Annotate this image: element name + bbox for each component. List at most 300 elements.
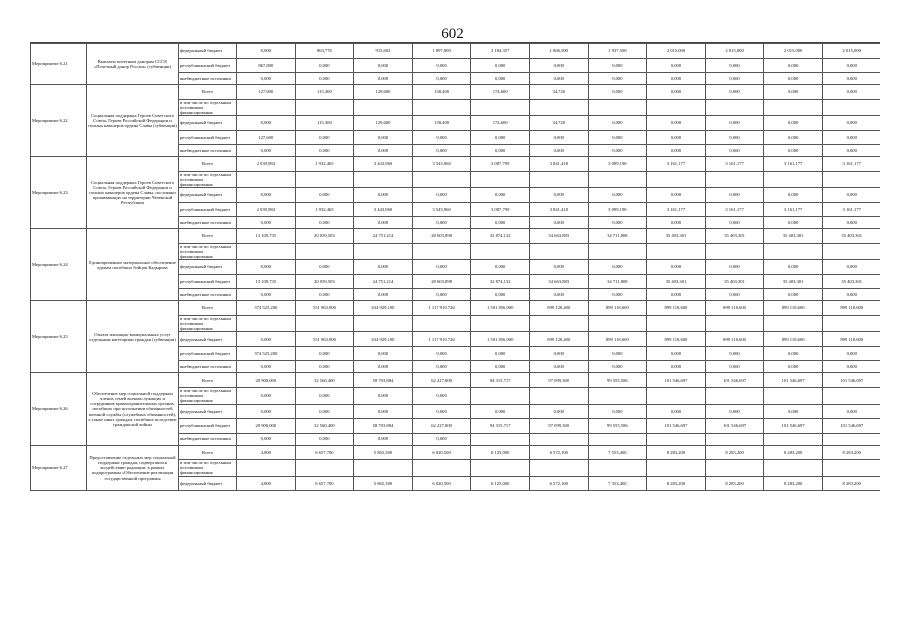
amount-cell: 0,000 <box>588 58 647 73</box>
funding-source-cell: внебюджетные источники <box>179 289 237 301</box>
amount-cell: 8 283,200 <box>764 476 823 491</box>
amount-cell: 0,000 <box>354 73 413 85</box>
amount-cell <box>705 243 764 260</box>
amount-cell: 28 603,898 <box>412 229 471 244</box>
amount-cell: 0,000 <box>588 361 647 373</box>
amount-cell <box>295 99 354 116</box>
amount-cell: 0,000 <box>295 58 354 73</box>
amount-cell: 0,000 <box>588 85 647 100</box>
amount-cell: 0,000 <box>822 85 880 100</box>
amount-cell: 115,300 <box>295 116 354 131</box>
amount-cell <box>529 99 588 116</box>
amount-cell: 0,000 <box>295 361 354 373</box>
amount-cell: 0,000 <box>764 289 823 301</box>
amount-cell <box>705 171 764 188</box>
amount-cell <box>354 171 413 188</box>
amount-cell: 13 109,735 <box>237 274 296 289</box>
amount-cell: 0,000 <box>237 332 296 347</box>
amount-cell: 32 874,132 <box>471 274 530 289</box>
amount-cell <box>822 433 880 445</box>
amount-cell: 0,000 <box>354 217 413 229</box>
amount-cell: 0,000 <box>764 217 823 229</box>
amount-cell <box>647 171 706 188</box>
amount-cell: 0,000 <box>822 58 880 73</box>
amount-cell <box>822 460 880 477</box>
amount-cell: 2 015,000 <box>764 44 823 59</box>
amount-cell: 20 059,503 <box>295 229 354 244</box>
amount-cell: 2 039,984 <box>237 202 296 217</box>
funding-source-cell: в том числе по отдельным источникам финансирования <box>179 171 237 188</box>
funding-source-cell: внебюджетные источники <box>179 73 237 85</box>
amount-cell: 8 283,200 <box>705 476 764 491</box>
amount-cell: 0,000 <box>412 145 471 157</box>
amount-cell: 94 315,717 <box>471 419 530 434</box>
amount-cell: 6 657,700 <box>295 445 354 460</box>
amount-cell: 2 015,000 <box>705 44 764 59</box>
amount-cell: 34 663,883 <box>529 274 588 289</box>
amount-cell: 0,000 <box>588 130 647 145</box>
table-row <box>31 301 881 316</box>
amount-cell: 5 865,300 <box>354 445 413 460</box>
amount-cell <box>412 171 471 188</box>
amount-cell: 34,720 <box>529 85 588 100</box>
amount-cell: 6 657,700 <box>295 476 354 491</box>
amount-cell: 0,000 <box>354 289 413 301</box>
amount-cell: 94 315,717 <box>471 373 530 388</box>
event-name-cell: Предоставление отдельных мер социальной поддержки граждан, подвергшихся воздействию радиации, в рамках подпрограммы «Обеспечение реализации государственной программы <box>87 445 179 491</box>
amount-cell: 129,600 <box>354 116 413 131</box>
amount-cell: 13 109,735 <box>237 229 296 244</box>
amount-cell: 34 711,808 <box>588 229 647 244</box>
amount-cell <box>529 387 588 404</box>
amount-cell: 0,000 <box>588 73 647 85</box>
amount-cell: 0,000 <box>412 346 471 361</box>
table-row <box>31 157 881 172</box>
amount-cell: 62 227,800 <box>412 373 471 388</box>
amount-cell: 127,600 <box>237 130 296 145</box>
amount-cell: 3 841,418 <box>529 202 588 217</box>
amount-cell: 0,000 <box>822 116 880 131</box>
amount-cell: 899 118,600 <box>705 301 764 316</box>
amount-cell: 3 099,198 <box>588 202 647 217</box>
amount-cell: 0,000 <box>237 433 296 445</box>
amount-cell: 0,000 <box>471 289 530 301</box>
amount-cell: 0,000 <box>647 217 706 229</box>
amount-cell: 35 403,301 <box>705 274 764 289</box>
funding-source-cell: федеральный бюджет <box>179 404 237 419</box>
amount-cell: 0,000 <box>412 433 471 445</box>
amount-cell: 899 118,600 <box>822 332 880 347</box>
amount-cell: 0,000 <box>647 260 706 275</box>
amount-cell: 0,000 <box>705 346 764 361</box>
amount-cell: 0,000 <box>237 289 296 301</box>
amount-cell: 101 546,697 <box>822 373 880 388</box>
amount-cell: 115,300 <box>295 85 354 100</box>
event-name-cell: Обеспечение мер социальной поддержки членов семей военнослужащих и сотрудников правоохранительных органов, погибших при исполнении обязанностей военной службы (служебных обязанностей), а также иных граждан, погибших вследствие гражданской войны <box>87 373 179 445</box>
amount-cell <box>647 460 706 477</box>
amount-cell: 1 501 856,000 <box>471 332 530 347</box>
amount-cell: 97 099,300 <box>529 419 588 434</box>
amount-cell: 0,000 <box>647 188 706 203</box>
amount-cell: 8 283,200 <box>705 445 764 460</box>
amount-cell: 0,000 <box>822 130 880 145</box>
amount-cell: 0,000 <box>471 404 530 419</box>
amount-cell: 899 120,400 <box>529 301 588 316</box>
amount-cell: 0,000 <box>529 188 588 203</box>
funding-source-cell: республиканский бюджет <box>179 419 237 434</box>
amount-cell: 5 865,300 <box>354 476 413 491</box>
funding-source-cell: Всего <box>179 157 237 172</box>
amount-cell <box>471 460 530 477</box>
amount-cell: 0,000 <box>647 130 706 145</box>
amount-cell: 551 963,900 <box>295 332 354 347</box>
amount-cell <box>471 387 530 404</box>
amount-cell: 0,000 <box>295 289 354 301</box>
budget-table-body <box>31 44 881 491</box>
amount-cell <box>588 171 647 188</box>
amount-cell: 35 403,301 <box>822 229 880 244</box>
amount-cell: 32 874,132 <box>471 229 530 244</box>
amount-cell <box>295 171 354 188</box>
amount-cell: 0,000 <box>647 145 706 157</box>
budget-table <box>30 43 880 491</box>
amount-cell: 0,000 <box>588 289 647 301</box>
amount-cell: 0,000 <box>529 145 588 157</box>
amount-cell <box>705 460 764 477</box>
amount-cell: 0,000 <box>764 404 823 419</box>
amount-cell: 0,000 <box>295 260 354 275</box>
amount-cell: 0,000 <box>529 361 588 373</box>
amount-cell <box>822 243 880 260</box>
amount-cell <box>237 99 296 116</box>
budget-table-sheet <box>30 42 880 598</box>
table-row <box>31 85 881 100</box>
amount-cell: 138,400 <box>412 116 471 131</box>
amount-cell: 551 963,900 <box>295 301 354 316</box>
amount-cell: 0,000 <box>764 116 823 131</box>
amount-cell: 3 161,177 <box>705 157 764 172</box>
amount-cell: 34,720 <box>529 116 588 131</box>
amount-cell <box>647 315 706 332</box>
amount-cell: 6 125,000 <box>471 445 530 460</box>
amount-cell: 0,000 <box>237 44 296 59</box>
amount-cell: 2 015,000 <box>647 44 706 59</box>
amount-cell: 0,000 <box>588 260 647 275</box>
funding-source-cell: внебюджетные источники <box>179 361 237 373</box>
amount-cell: 101 546,697 <box>764 419 823 434</box>
amount-cell <box>529 460 588 477</box>
amount-cell: 0,000 <box>529 73 588 85</box>
amount-cell <box>471 99 530 116</box>
amount-cell: 0,000 <box>471 130 530 145</box>
amount-cell: 0,000 <box>471 260 530 275</box>
event-name-cell: Социальная поддержка Героев Советского Союза, Героев Российской Федерации и полных кавалеров ордена Славы (субвенции) <box>87 85 179 157</box>
amount-cell <box>764 243 823 260</box>
amount-cell <box>764 387 823 404</box>
amount-cell: 0,000 <box>354 387 413 404</box>
amount-cell: 1 937,500 <box>588 44 647 59</box>
amount-cell: 0,000 <box>354 404 413 419</box>
amount-cell: 3 443,960 <box>354 202 413 217</box>
amount-cell <box>588 99 647 116</box>
amount-cell <box>295 460 354 477</box>
amount-cell: 899 118,600 <box>764 301 823 316</box>
amount-cell: 0,000 <box>237 404 296 419</box>
amount-cell: 8 283,200 <box>764 445 823 460</box>
amount-cell: 0,000 <box>412 188 471 203</box>
amount-cell: 0,000 <box>764 73 823 85</box>
table-row <box>31 445 881 460</box>
amount-cell: 0,000 <box>412 387 471 404</box>
amount-cell <box>822 315 880 332</box>
amount-cell: 0,000 <box>647 346 706 361</box>
amount-cell <box>529 433 588 445</box>
amount-cell <box>529 315 588 332</box>
amount-cell: 58 703,884 <box>354 373 413 388</box>
amount-cell <box>647 433 706 445</box>
amount-cell: 32 560,400 <box>295 373 354 388</box>
amount-cell: 0,000 <box>295 130 354 145</box>
amount-cell: 899 118,600 <box>647 301 706 316</box>
amount-cell: 3 161,177 <box>822 202 880 217</box>
amount-cell: 0,000 <box>588 404 647 419</box>
amount-cell: 0,000 <box>412 58 471 73</box>
amount-cell: 0,000 <box>471 73 530 85</box>
amount-cell: 3 841,418 <box>529 157 588 172</box>
amount-cell: 0,000 <box>354 346 413 361</box>
amount-cell <box>471 433 530 445</box>
amount-cell: 0,000 <box>529 130 588 145</box>
amount-cell <box>412 243 471 260</box>
amount-cell: 863,776 <box>295 44 354 59</box>
amount-cell: 0,000 <box>529 289 588 301</box>
amount-cell: 634 929,100 <box>354 301 413 316</box>
funding-source-cell: Всего <box>179 445 237 460</box>
amount-cell: 0,000 <box>529 346 588 361</box>
amount-cell: 374 525,200 <box>237 346 296 361</box>
amount-cell <box>764 460 823 477</box>
amount-cell: 0,000 <box>354 260 413 275</box>
amount-cell <box>354 243 413 260</box>
amount-cell: 0,000 <box>237 260 296 275</box>
amount-cell: 0,000 <box>764 188 823 203</box>
amount-cell: 0,000 <box>295 346 354 361</box>
funding-source-cell: внебюджетные источники <box>179 145 237 157</box>
amount-cell: 0,000 <box>822 404 880 419</box>
amount-cell: 0,000 <box>471 58 530 73</box>
amount-cell: 3 161,177 <box>764 157 823 172</box>
amount-cell: 1 501 856,000 <box>471 301 530 316</box>
amount-cell: 6 572,100 <box>529 476 588 491</box>
funding-source-cell: федеральный бюджет <box>179 44 237 59</box>
amount-cell: 0,000 <box>237 73 296 85</box>
amount-cell <box>705 433 764 445</box>
amount-cell <box>822 171 880 188</box>
page-number: 602 <box>441 26 464 42</box>
amount-cell <box>822 387 880 404</box>
funding-source-cell: республиканский бюджет <box>179 346 237 361</box>
amount-cell: 129,600 <box>354 85 413 100</box>
amount-cell: 0,000 <box>764 260 823 275</box>
amount-cell: 4,800 <box>237 445 296 460</box>
amount-cell <box>471 315 530 332</box>
amount-cell: 0,000 <box>412 217 471 229</box>
amount-cell: 634 929,100 <box>354 332 413 347</box>
amount-cell: 127,600 <box>237 85 296 100</box>
event-number-cell: Мероприятие 6.23 <box>31 157 87 229</box>
amount-cell: 0,000 <box>764 130 823 145</box>
funding-source-cell: в том числе по отдельным источникам финансирования <box>179 460 237 477</box>
amount-cell: 0,000 <box>822 361 880 373</box>
amount-cell: 0,000 <box>764 85 823 100</box>
amount-cell: 0,000 <box>647 289 706 301</box>
amount-cell <box>354 315 413 332</box>
amount-cell: 3 161,177 <box>647 202 706 217</box>
amount-cell <box>764 315 823 332</box>
funding-source-cell: Всего <box>179 301 237 316</box>
amount-cell: 6 020,500 <box>412 445 471 460</box>
amount-cell: 1 932,465 <box>295 202 354 217</box>
amount-cell: 0,000 <box>412 404 471 419</box>
amount-cell: 3 161,177 <box>647 157 706 172</box>
amount-cell: 58 703,884 <box>354 419 413 434</box>
amount-cell: 35 403,301 <box>705 229 764 244</box>
amount-cell: 3 161,177 <box>764 202 823 217</box>
amount-cell <box>705 99 764 116</box>
amount-cell: 0,000 <box>764 145 823 157</box>
amount-cell: 20 059,503 <box>295 274 354 289</box>
amount-cell: 0,000 <box>588 145 647 157</box>
amount-cell: 0,000 <box>295 145 354 157</box>
amount-cell: 0,000 <box>529 58 588 73</box>
amount-cell: 0,000 <box>529 260 588 275</box>
amount-cell: 0,000 <box>471 217 530 229</box>
event-name-cell: Социальная поддержка Героев Советского Союза, Героев Российской Федерации и полных кавалеров ордена Славы, постоянно проживающих на территории Чеченской Республики <box>87 157 179 229</box>
amount-cell <box>295 315 354 332</box>
amount-cell: 0,000 <box>354 433 413 445</box>
amount-cell: 0,000 <box>705 404 764 419</box>
amount-cell: 0,000 <box>647 116 706 131</box>
amount-cell <box>647 99 706 116</box>
amount-cell: 3 161,177 <box>822 157 880 172</box>
amount-cell: 0,000 <box>647 404 706 419</box>
amount-cell: 0,000 <box>588 217 647 229</box>
amount-cell: 0,000 <box>471 145 530 157</box>
amount-cell <box>412 460 471 477</box>
amount-cell: 0,000 <box>705 289 764 301</box>
amount-cell: 8 283,200 <box>822 476 880 491</box>
amount-cell: 0,000 <box>412 73 471 85</box>
event-name-cell: Единовременное материальное обеспечение вдовам погибших бойцов Кадырова <box>87 229 179 301</box>
amount-cell: 0,000 <box>764 361 823 373</box>
event-name-cell: Оплата жилищно-коммунальных услуг отдельным категориям граждан (субвенции) <box>87 301 179 373</box>
amount-cell: 35 403,301 <box>764 274 823 289</box>
amount-cell: 3 443,960 <box>354 157 413 172</box>
amount-cell: 0,000 <box>237 387 296 404</box>
amount-cell: 0,000 <box>705 260 764 275</box>
amount-cell: 0,000 <box>647 73 706 85</box>
event-number-cell: Мероприятие 6.21 <box>31 44 87 85</box>
amount-cell: 0,000 <box>354 130 413 145</box>
table-row <box>31 44 881 59</box>
amount-cell: 101 546,697 <box>822 419 880 434</box>
amount-cell <box>588 460 647 477</box>
amount-cell: 0,000 <box>412 130 471 145</box>
amount-cell: 0,000 <box>647 85 706 100</box>
amount-cell: 0,000 <box>295 433 354 445</box>
amount-cell: 0,000 <box>471 188 530 203</box>
amount-cell: 0,000 <box>822 289 880 301</box>
amount-cell <box>237 315 296 332</box>
funding-source-cell: Всего <box>179 85 237 100</box>
amount-cell: 0,000 <box>237 361 296 373</box>
funding-source-cell: федеральный бюджет <box>179 332 237 347</box>
amount-cell: 8 283,200 <box>822 445 880 460</box>
amount-cell: 0,000 <box>588 116 647 131</box>
amount-cell: 0,000 <box>237 188 296 203</box>
amount-cell: 899 118,600 <box>647 332 706 347</box>
amount-cell: 28 603,898 <box>412 274 471 289</box>
amount-cell <box>705 387 764 404</box>
amount-cell: 101 546,697 <box>647 373 706 388</box>
amount-cell <box>354 99 413 116</box>
amount-cell: 0,000 <box>705 116 764 131</box>
amount-cell: 0,000 <box>471 346 530 361</box>
amount-cell: 24 751,214 <box>354 274 413 289</box>
amount-cell: 0,000 <box>647 58 706 73</box>
amount-cell: 101 546,697 <box>705 419 764 434</box>
funding-source-cell: республиканский бюджет <box>179 202 237 217</box>
table-row <box>31 373 881 388</box>
amount-cell: 35 403,301 <box>647 274 706 289</box>
amount-cell: 0,000 <box>295 188 354 203</box>
funding-source-cell: федеральный бюджет <box>179 116 237 131</box>
amount-cell: 0,000 <box>705 361 764 373</box>
amount-cell <box>412 99 471 116</box>
amount-cell: 1 117 919,726 <box>412 332 471 347</box>
amount-cell: 899 118,600 <box>822 301 880 316</box>
amount-cell: 899 118,600 <box>588 332 647 347</box>
amount-cell: 97 099,300 <box>529 373 588 388</box>
funding-source-cell: Всего <box>179 229 237 244</box>
funding-source-cell: в том числе по отдельным источникам финансирования <box>179 387 237 404</box>
amount-cell: 3 087,799 <box>471 157 530 172</box>
amount-cell <box>354 460 413 477</box>
event-number-cell: Мероприятие 6.24 <box>31 229 87 301</box>
amount-cell: 0,000 <box>705 145 764 157</box>
amount-cell: 0,000 <box>822 73 880 85</box>
amount-cell: 4,800 <box>237 476 296 491</box>
amount-cell <box>471 171 530 188</box>
amount-cell <box>764 171 823 188</box>
amount-cell: 0,000 <box>822 188 880 203</box>
amount-cell: 0,000 <box>295 404 354 419</box>
amount-cell: 20 900,000 <box>237 373 296 388</box>
amount-cell: 34 663,883 <box>529 229 588 244</box>
table-row <box>31 229 881 244</box>
amount-cell: 3 543,960 <box>412 202 471 217</box>
funding-source-cell: в том числе по отдельным источникам финансирования <box>179 99 237 116</box>
event-number-cell: Мероприятие 6.26 <box>31 373 87 445</box>
amount-cell: 0,000 <box>588 346 647 361</box>
funding-source-cell: Всего <box>179 373 237 388</box>
event-number-cell: Мероприятие 6.22 <box>31 85 87 157</box>
amount-cell: 32 560,400 <box>295 419 354 434</box>
amount-cell: 0,000 <box>529 217 588 229</box>
amount-cell: 6 020,500 <box>412 476 471 491</box>
amount-cell: 0,000 <box>412 260 471 275</box>
amount-cell: 0,000 <box>705 130 764 145</box>
